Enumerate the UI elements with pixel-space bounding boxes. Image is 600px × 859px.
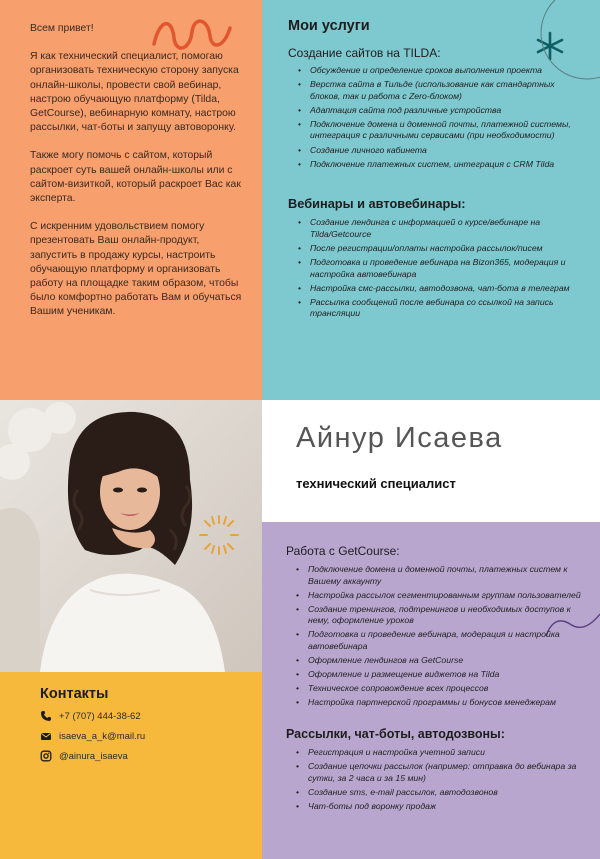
list-item: • Создание тренингов, подтренингов и необходимых доступов к нему, оформление уроков <box>296 604 582 627</box>
email-icon <box>40 730 52 742</box>
email-row <box>40 730 244 742</box>
list-item: • Адаптация сайта под различные устройства <box>298 105 580 117</box>
instagram-row <box>40 750 244 762</box>
phone-icon <box>40 710 52 722</box>
list-item: • Создание лендинга с информацией о курсе/вебинаре на Tilda/Getcource <box>298 217 580 240</box>
list-item: • Обсуждение и определение сроков выполнения проекта <box>298 65 580 77</box>
list-item: • Настройка рассылок сегментированным группам пользователей <box>296 590 582 602</box>
intro-section <box>0 0 262 400</box>
getcourse-heading: Работа с GetCourse: <box>286 544 400 558</box>
list-item: • Оформление лендингов на GetCourse <box>296 655 582 667</box>
intro-paragraph-1: Я как технический специалист, помогаю организовать техническую сторону запуска онлайн-школы, провести свой вебинар, настрою обучающую платформу (Tilda, GetCourse), вебинарную комнату, настрою рассылки, чат-боты и запущу автоворонку. <box>30 51 239 134</box>
phone-row <box>40 710 244 722</box>
list-item: • Чат-боты под воронку продаж <box>296 801 582 813</box>
list-item: • Подготовка и проведение вебинара на Bizon365, модерация и настройка автовебинара <box>298 257 580 280</box>
list-item: • Создание личного кабинета <box>298 145 580 157</box>
list-item: • Оформление и размещение виджетов на Tilda <box>296 669 582 681</box>
list-item: • Регистрация и настройка учетной записи <box>296 747 582 759</box>
squiggle-decoration <box>150 14 240 54</box>
getcourse-section <box>262 522 600 859</box>
contacts-title: Контакты <box>40 686 109 702</box>
mailings-list <box>286 747 582 812</box>
getcourse-list <box>286 564 582 709</box>
tilda-heading: Создание сайтов на TILDA: <box>288 46 441 60</box>
webinars-heading: Вебинары и автовебинары: <box>288 196 466 212</box>
name-card <box>262 400 600 522</box>
list-item: • Верстка сайта в Тильде (использование как стандартных блоков, так и работа с Zero-блоком) <box>298 79 580 102</box>
list-item: • Подключение домена и доменной почты, платежной системы, интеграция с различными сервисами (при необходимости) <box>298 119 580 142</box>
phone-link[interactable]: +7 (707) 444-38-62 <box>59 710 141 722</box>
contacts-section <box>0 672 262 859</box>
email-link[interactable]: isaeva_a_k@mail.ru <box>59 730 146 742</box>
list-item: • Создание цепочки рассылок (например: отправка до вебинара за сутки, за 2 часа и за 15 мин) <box>296 761 582 784</box>
list-item: • Создание sms, e-mail рассылок, автодозвонов <box>296 787 582 799</box>
list-item: • Настройка смс-рассылки, автодозвона, чат-бота в телеграм <box>298 283 580 295</box>
list-item: • Техническое сопровождение всех процессов <box>296 683 582 695</box>
services-title: Мои услуги <box>288 18 370 34</box>
intro-paragraph-3: С искренним удовольствием помогу презентовать Ваш онлайн-продукт, запустить в продажу курсы, настроить обучающую платформу и организовать работу на площадке таким образом, чтобы было комфортно работать Вам и обучаться Вашим ученикам. <box>30 221 242 318</box>
tilda-list <box>288 65 580 170</box>
person-role: технический специалист <box>296 476 456 491</box>
greeting-text: Всем привет! <box>30 23 94 34</box>
list-item: • Подготовка и проведение вебинара, модерация и настройка автовебинара <box>296 629 582 652</box>
person-name: Айнур Исаева <box>296 422 503 454</box>
mailings-heading: Рассылки, чат-боты, автодозвоны: <box>286 727 505 742</box>
list-item: • Рассылка сообщений после вебинара со ссылкой на запись трансляции <box>298 297 580 320</box>
intro-paragraph-2: Также могу помочь с сайтом, который раскроет суть вашей онлайн-школы или с сайтом-визиткой, который раскроет Вас как эксперта. <box>30 150 241 205</box>
services-section <box>262 0 600 400</box>
list-item: • После регистрации/оплаты настройка рассылок/писем <box>298 243 580 255</box>
webinars-list <box>288 217 580 320</box>
sunburst-decoration <box>196 512 242 558</box>
instagram-icon <box>40 750 52 762</box>
instagram-link[interactable]: @ainura_isaeva <box>59 750 128 762</box>
list-item: • Настройка партнерской программы и бонусов менеджерам <box>296 697 582 709</box>
list-item: • Подключение платежных систем, интеграция с CRM Tilda <box>298 159 580 171</box>
profile-photo <box>0 400 262 672</box>
list-item: • Подключение домена и доменной почты, платежных систем к Вашему аккаунту <box>296 564 582 587</box>
